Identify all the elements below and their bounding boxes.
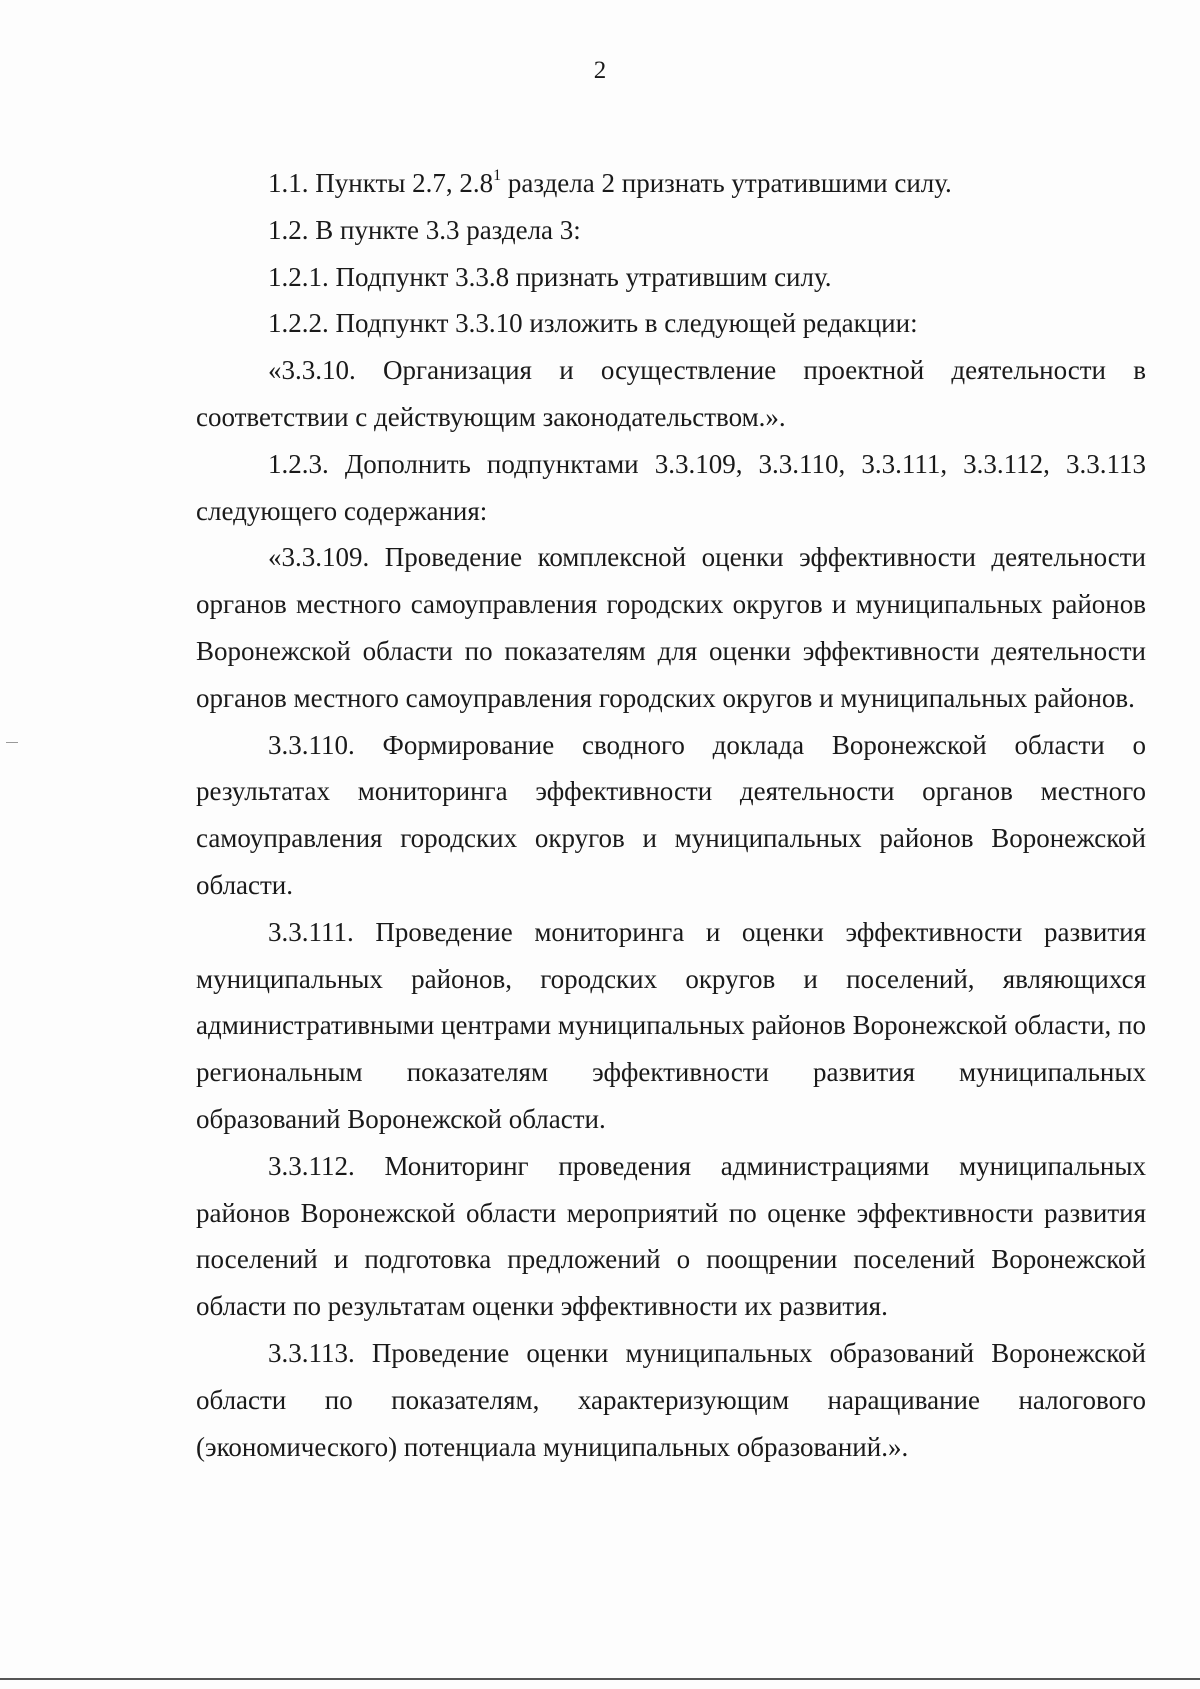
paragraph-1-1-text-a: 1.1. Пункты 2.7, 2.8 [268, 168, 494, 198]
paragraph-3-3-112: 3.3.112. Мониторинг проведения администрациями муниципальных районов Воронежской области мероприятий по оценке эффективности развития поселений и подготовка предложений о поощрении поселений Воронежской области по результатам оценки эффективности их развития. [196, 1150, 1146, 1322]
page-number: 2 [593, 57, 607, 84]
paragraph-1-2: 1.2. В пункте 3.3 раздела 3: [268, 214, 581, 245]
paragraph-3-3-10: «3.3.10. Организация и осуществление проектной деятельности в соответствии с действующим законодательством.». [196, 355, 1146, 432]
paragraph-1-2-2: 1.2.2. Подпункт 3.3.10 изложить в следующей редакции: [268, 308, 918, 339]
paragraph-1-2-3: 1.2.3. Дополнить подпунктами 3.3.109, 3.3.110, 3.3.111, 3.3.112, 3.3.113 следующего содержания: [196, 448, 1146, 526]
paragraph-3-3-111: 3.3.111. Проведение мониторинга и оценки эффективности развития муниципальных районов, городских округов и поселений, являющихся административными центрами муниципальных районов Воронежской области, по региональным показателям эффективности развития муниципальных образований Воронежской области. [196, 916, 1146, 1134]
paragraph-3-3-113: 3.3.113. Проведение оценки муниципальных образований Воронежской области по показателям, характеризующим наращивание налогового (экономического) потенциала муниципальных образований.». [196, 1337, 1146, 1462]
paragraph-3-3-109: «3.3.109. Проведение комплексной оценки эффективности деятельности органов местного самоуправления городских округов и муниципальных районов Воронежской области по показателям для оценки эффективности деятельности органов местного самоуправления городских округов и муниципальных районов. [196, 542, 1146, 713]
paragraph-1-1 [196, 160, 1146, 207]
paragraph-1-1-text-b: раздела 2 признать утратившими силу. [501, 168, 952, 198]
scan-margin-mark [6, 742, 18, 743]
document-body [196, 160, 1146, 1470]
superscript-marker: 1 [493, 167, 502, 184]
paragraph-3-3-110: 3.3.110. Формирование сводного доклада Воронежской области о результатах мониторинга эффективности деятельности органов местного самоуправления городских округов и муниципальных районов Воронежской области. [196, 729, 1146, 900]
page-bottom-edge [0, 1678, 1200, 1680]
paragraph-1-2-1: 1.2.1. Подпункт 3.3.8 признать утратившим силу. [268, 261, 832, 292]
